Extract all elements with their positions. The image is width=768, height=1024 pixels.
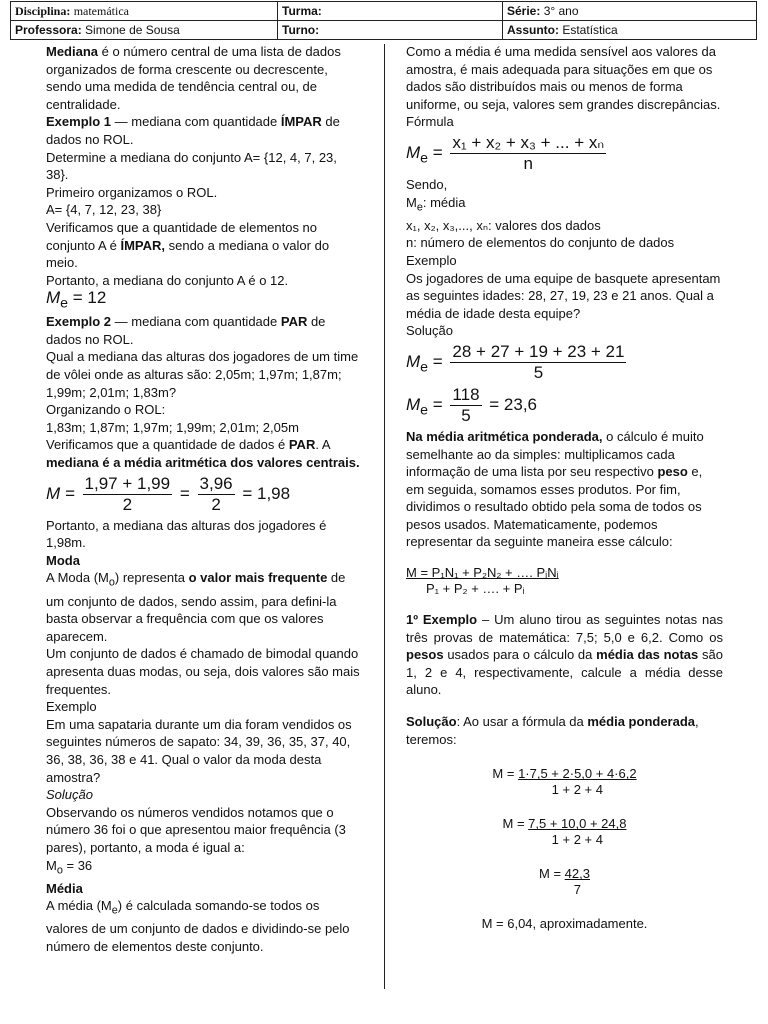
example-2-title: Exemplo 2 <box>46 314 112 330</box>
moda-result <box>46 857 362 880</box>
example-1-result: Portanto, a mediana do conjunto A é o 12. <box>46 272 289 288</box>
weighted-formula-num: M = P₁N₁ + P₂N₂ + …. PᵢNᵢ <box>406 565 559 581</box>
fraction-2-num: 3,96 <box>199 473 233 493</box>
example-1-rol: A= {4, 7, 12, 23, 38} <box>46 202 162 218</box>
mean-fraction-den: n <box>523 153 533 173</box>
step-1-num: 28 + 27 + 19 + 23 + 21 <box>452 341 625 361</box>
weighted-solution-b: , teremos: <box>406 714 699 747</box>
weighted-example-b: usados para o cálculo da <box>443 647 597 663</box>
fraction-1 <box>83 474 173 515</box>
formula-rhs: = 12 <box>72 288 107 308</box>
step-2-den: 5 <box>461 405 471 425</box>
serie-value: 3° ano <box>543 3 579 18</box>
moda-def-b: ) representa <box>114 570 189 586</box>
moda-definition <box>46 569 362 645</box>
calc-3-den: 7 <box>573 882 581 898</box>
disciplina-cell <box>11 2 278 21</box>
calc-2-num: 7,5 + 10,0 + 24,8 <box>528 816 627 832</box>
calc-3-pre: M = <box>539 866 565 882</box>
weighted-example-media-notas: média das notas <box>596 647 699 663</box>
example-1-title: Exemplo 1 <box>46 114 112 130</box>
moda-example-label: Exemplo <box>46 699 97 715</box>
calc-step-3 <box>406 866 723 898</box>
media-definition <box>46 897 362 955</box>
example-2-par: PAR <box>280 314 308 330</box>
left-column <box>46 43 362 956</box>
serie-label: Série: <box>507 3 541 18</box>
disciplina-label: Disciplina: <box>15 3 71 18</box>
mean-solution-step-1: $M_e$ = $\frac{28 + 27 + 19 + 23 + 21}{5}$ <box>406 341 625 382</box>
formula-result: = 1,98 <box>242 483 291 503</box>
step-1-den: 5 <box>533 362 544 382</box>
example-2-heading <box>46 313 362 348</box>
example-1-rol-intro: Primeiro organizamos o ROL. <box>46 184 218 200</box>
right-column <box>406 43 723 932</box>
disciplina-value: matemática <box>73 3 129 18</box>
mediana-def-text: é o número central de uma lista de dados organizados de forma crescente ou decrescente, sendo uma medida de tendência central ou, de centralidade. <box>46 44 341 112</box>
moda-res-a: M <box>46 857 57 873</box>
example-1-question: Determine a mediana do conjunto A= {12, 4, 7, 23, 38}. <box>46 149 337 183</box>
mean-example-label: Exemplo <box>406 252 457 268</box>
professora-cell <box>11 21 278 40</box>
example-2-rol-intro: Organizando o ROL: <box>46 402 166 418</box>
turma-label: Turma: <box>282 3 322 18</box>
calc-step-1 <box>406 766 723 798</box>
weighted-solution-bold: média ponderada <box>587 714 696 730</box>
calc-2-pre: M = <box>502 816 529 832</box>
n-definition: n: número de elementos do conjunto de dados <box>406 235 675 251</box>
example-2-verif-bold: PAR <box>288 437 316 453</box>
example-1-verif-b: sendo a mediana o valor do meio. <box>46 237 330 271</box>
weighted-formula <box>406 565 723 597</box>
weighted-example-pesos: pesos <box>406 647 444 663</box>
example-1-verification <box>46 219 362 272</box>
example-1-tail: de dados no ROL. <box>46 114 340 147</box>
example-1-heading <box>46 113 362 148</box>
example-2-formula <box>46 474 362 515</box>
example-2-verif-b: . A <box>315 437 330 453</box>
media-title: Média <box>46 880 83 896</box>
fraction-2 <box>198 474 235 515</box>
turma-cell <box>278 2 503 21</box>
mediana-term: Mediana <box>46 44 99 59</box>
serie-cell <box>503 2 757 21</box>
step-1-fraction <box>450 342 626 383</box>
moda-res-b: = 36 <box>62 857 93 873</box>
professora-label: Professora: <box>15 22 82 37</box>
example-2-rol: 1,83m; 1,87m; 1,97m; 1,99m; 2,01m; 2,05m <box>46 419 299 435</box>
professora-value: Simone de Sousa <box>85 22 180 37</box>
example-1-dash: — mediana com quantidade <box>111 114 281 130</box>
assunto-cell <box>503 21 757 40</box>
xs-definition: x₁, x₂, x₃,..., xₙ: valores dos dados <box>406 217 601 233</box>
me-definition <box>406 194 723 217</box>
example-1-formula <box>46 289 362 313</box>
sendo-label: Sendo, <box>406 176 448 192</box>
moda-def-a: A Moda (M <box>46 570 109 586</box>
calc-step-2 <box>406 816 723 848</box>
sensivel-text: Como a média é uma medida sensível aos valores da amostra, é mais adequada para situações em que os dados são distribuídos mais ou menos de forma uniforme, ou seja, valores sem grandes discrepâncias. <box>406 44 721 112</box>
media-def-b: ) é calculada somando-se todos os valores de um conjunto de dados e dividindo-se pelo número de elementos deste conjunto. <box>46 898 350 955</box>
fraction-2-den: 2 <box>211 494 221 514</box>
weighted-example <box>406 611 723 699</box>
example-1-impar: ÍMPAR <box>280 114 322 130</box>
moda-def-sub: o <box>108 577 115 590</box>
mean-fraction <box>450 133 606 174</box>
formula-sub: e <box>60 295 69 312</box>
ponderada-a: o cálculo é muito semelhante ao da simples: multiplicamos cada informação de uma lista por seu respectivo <box>406 428 704 480</box>
example-2-question: Qual a mediana das alturas dos jogadores de um time de vôlei onde as alturas são: 2,05m; 1,97m; 1,87m; 1,99m; 2,01m; 1,83m? <box>46 349 359 400</box>
mean-fraction-num: x₁ + x₂ + x₃ + ... + xₙ <box>452 132 605 152</box>
example-1-verif-a: Verificamos que a quantidade de elementos no conjunto A é <box>46 219 318 253</box>
weighted-solution-label: Solução <box>406 714 457 730</box>
example-1-verif-bold: ÍMPAR, <box>120 237 165 253</box>
assunto-label: Assunto: <box>507 22 559 37</box>
turno-cell <box>278 21 503 40</box>
turno-label: Turno: <box>282 22 320 37</box>
calc-1-den: 1 + 2 + 4 <box>551 782 603 798</box>
example-2-result: Portanto, a mediana das alturas dos jogadores é 1,98m. <box>46 517 327 551</box>
assunto-value: Estatística <box>562 22 618 37</box>
me-a: M <box>406 194 417 210</box>
header-table <box>10 1 757 40</box>
weighted-example-title: 1º Exemplo <box>406 612 478 628</box>
final-result: M = 6,04, aproximadamente. <box>481 916 648 932</box>
formula-m: M <box>406 142 421 162</box>
formula-m: M <box>46 288 61 308</box>
formula-m: M = <box>46 483 75 503</box>
calc-1-pre: M = <box>492 766 519 782</box>
weighted-formula-den: P₁ + P₂ + …. + Pᵢ <box>426 581 525 597</box>
media-def-a: A média (M <box>46 898 112 914</box>
formula-label: Fórmula <box>406 114 454 130</box>
example-2-verif-a: Verificamos que a quantidade de dados é <box>46 437 289 453</box>
calc-2-den: 1 + 2 + 4 <box>551 832 603 848</box>
sapataria-question: Em uma sapataria durante um dia foram vendidos os seguintes números de sapato: 34, 39, 36, 35, 37, 40, 36, 38, 36, 38 e 41. Qual o valor da moda desta amostra? <box>46 716 352 785</box>
step-2-fraction <box>450 385 481 426</box>
column-divider <box>384 44 385 989</box>
ponderada-peso: peso <box>657 464 688 480</box>
moda-res-sub: o <box>56 864 63 877</box>
formula-m-sub: e <box>420 150 429 167</box>
ponderada-b: e, em seguida, somamos esses produtos. Por fim, dividimos o resultado obtido pela soma de todos os pesos usados. Matematicamente, podemos representar da seguinte maneira esse cálculo: <box>406 464 703 550</box>
example-2-dash: — mediana com quantidade <box>111 314 281 330</box>
moda-def-c: de um conjunto de dados, sendo assim, para defini-la basta observar a frequência com que os valores aparecem. <box>46 570 346 644</box>
weighted-example-c: são 1, 2 e 4, respectivamente, calcule a média desse aluno. <box>406 647 723 698</box>
bimodal-text: Um conjunto de dados é chamado de bimodal quando apresenta duas modas, ou seja, dois valores são mais frequentes. <box>46 646 360 697</box>
moda-solution-text: Observando os números vendidos notamos que o número 36 foi o que apresentou maior frequência (3 pares), portanto, a moda é igual a: <box>46 804 346 855</box>
calc-3-num: 42,3 <box>564 866 590 882</box>
fraction-1-den: 2 <box>122 494 133 514</box>
weighted-solution <box>406 713 723 748</box>
step-2-result: = 23,6 <box>489 394 538 414</box>
mean-solution-step-2: $M_e$ = $\frac{118}{5}$ = 23,6 <box>406 384 538 425</box>
mean-formula: $M_e$ = $\frac{\text{x₁ + x₂ + x₃ + ... + xₙ}}{n}$ <box>406 132 605 173</box>
example-2-verification <box>46 436 362 471</box>
mean-solution-label: Solução <box>406 323 453 339</box>
moda-def-bold: o valor mais frequente <box>188 570 328 586</box>
ponderada-bold: Na média aritmética ponderada, <box>406 428 603 444</box>
me-sub: e <box>416 201 423 214</box>
step-2-num: 118 <box>452 384 480 404</box>
example-2-verif-bold2: mediana é a média aritmética dos valores centrais. <box>46 455 360 471</box>
media-def-sub: e <box>111 904 118 917</box>
moda-title: Moda <box>46 552 80 568</box>
weighted-solution-a: : Ao usar a fórmula da <box>456 714 588 730</box>
me-b: : média <box>422 194 466 210</box>
equals: = <box>179 483 190 503</box>
fraction-1-num: 1,97 + 1,99 <box>84 473 171 493</box>
moda-solution-label: Solução <box>46 787 93 803</box>
example-2-tail: de dados no ROL. <box>46 314 326 347</box>
mediana-definition <box>46 43 362 113</box>
calc-1-num: 1·7,5 + 2·5,0 + 4·6,2 <box>518 766 637 782</box>
ponderada-text <box>406 428 723 551</box>
weighted-example-a: – Um aluno tirou as seguintes notas nas três provas de matemática: 7,5; 5,0 e 6,2. Como os <box>406 612 723 645</box>
basquete-question: Os jogadores de uma equipe de basquete apresentam as seguintes idades: 28, 27, 19, 23 e 21 anos. Qual a média de idade desta equipe? <box>406 270 721 321</box>
